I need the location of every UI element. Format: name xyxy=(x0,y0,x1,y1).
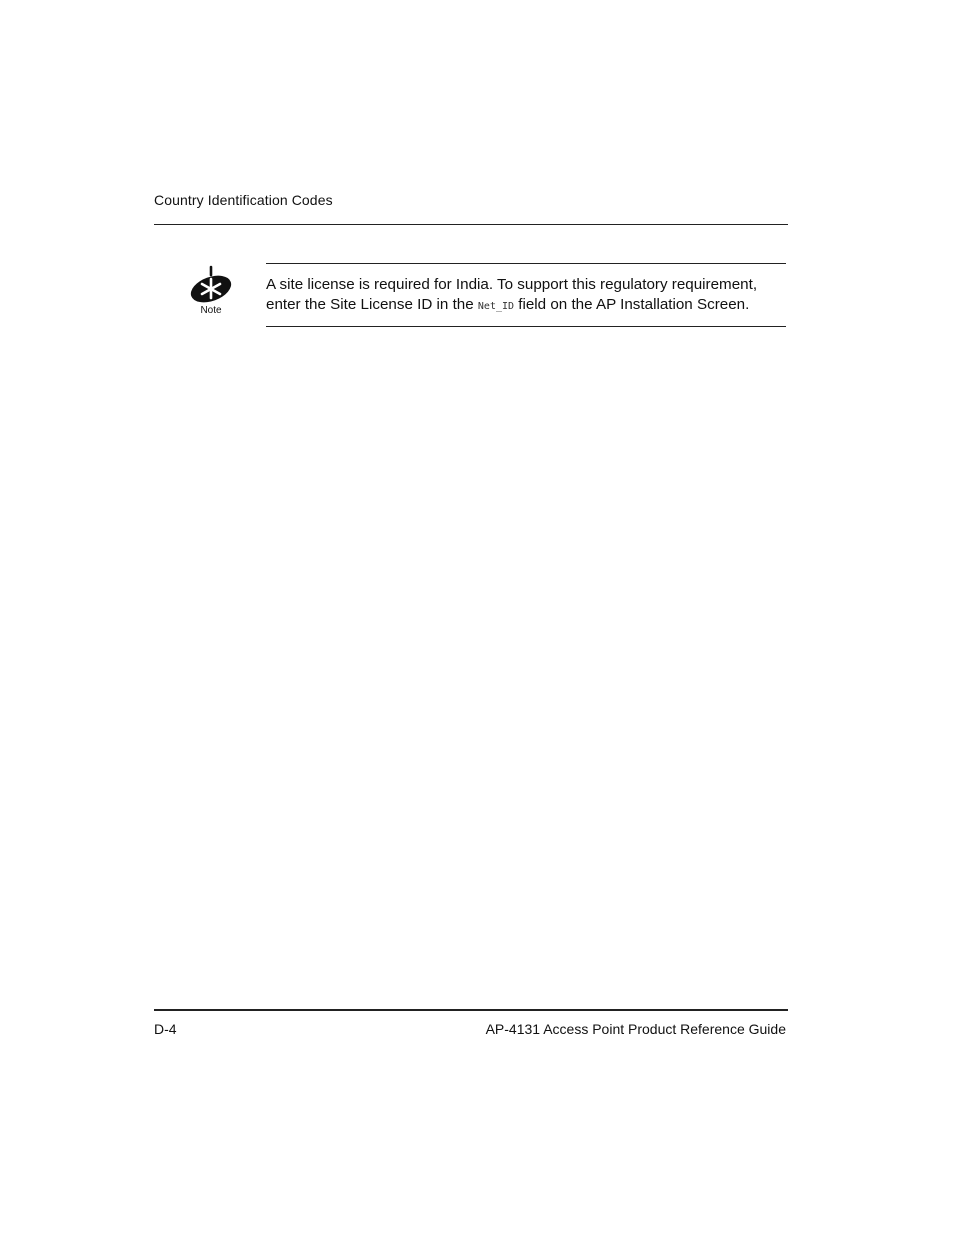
note-asterisk-icon xyxy=(188,265,234,317)
note-line-2 xyxy=(266,295,786,317)
page-number: D-4 xyxy=(154,1021,177,1037)
field-name-code: Net_ID xyxy=(477,301,515,312)
header-rule xyxy=(154,224,788,225)
note-rule-top xyxy=(266,263,786,264)
note-line-2-before: enter the Site License ID in the xyxy=(266,296,478,313)
note-icon-label: Note xyxy=(200,305,222,316)
note-line-1: A site license is required for India. To support this regulatory requirement, xyxy=(266,276,758,293)
guide-title: AP-4131 Access Point Product Reference Guide xyxy=(485,1021,786,1037)
note-line-2-after: field on the AP Installation Screen. xyxy=(514,296,750,313)
note-body xyxy=(266,275,786,317)
note-rule-bottom xyxy=(266,326,786,327)
footer-rule xyxy=(154,1009,788,1011)
running-header: Country Identification Codes xyxy=(154,192,333,208)
